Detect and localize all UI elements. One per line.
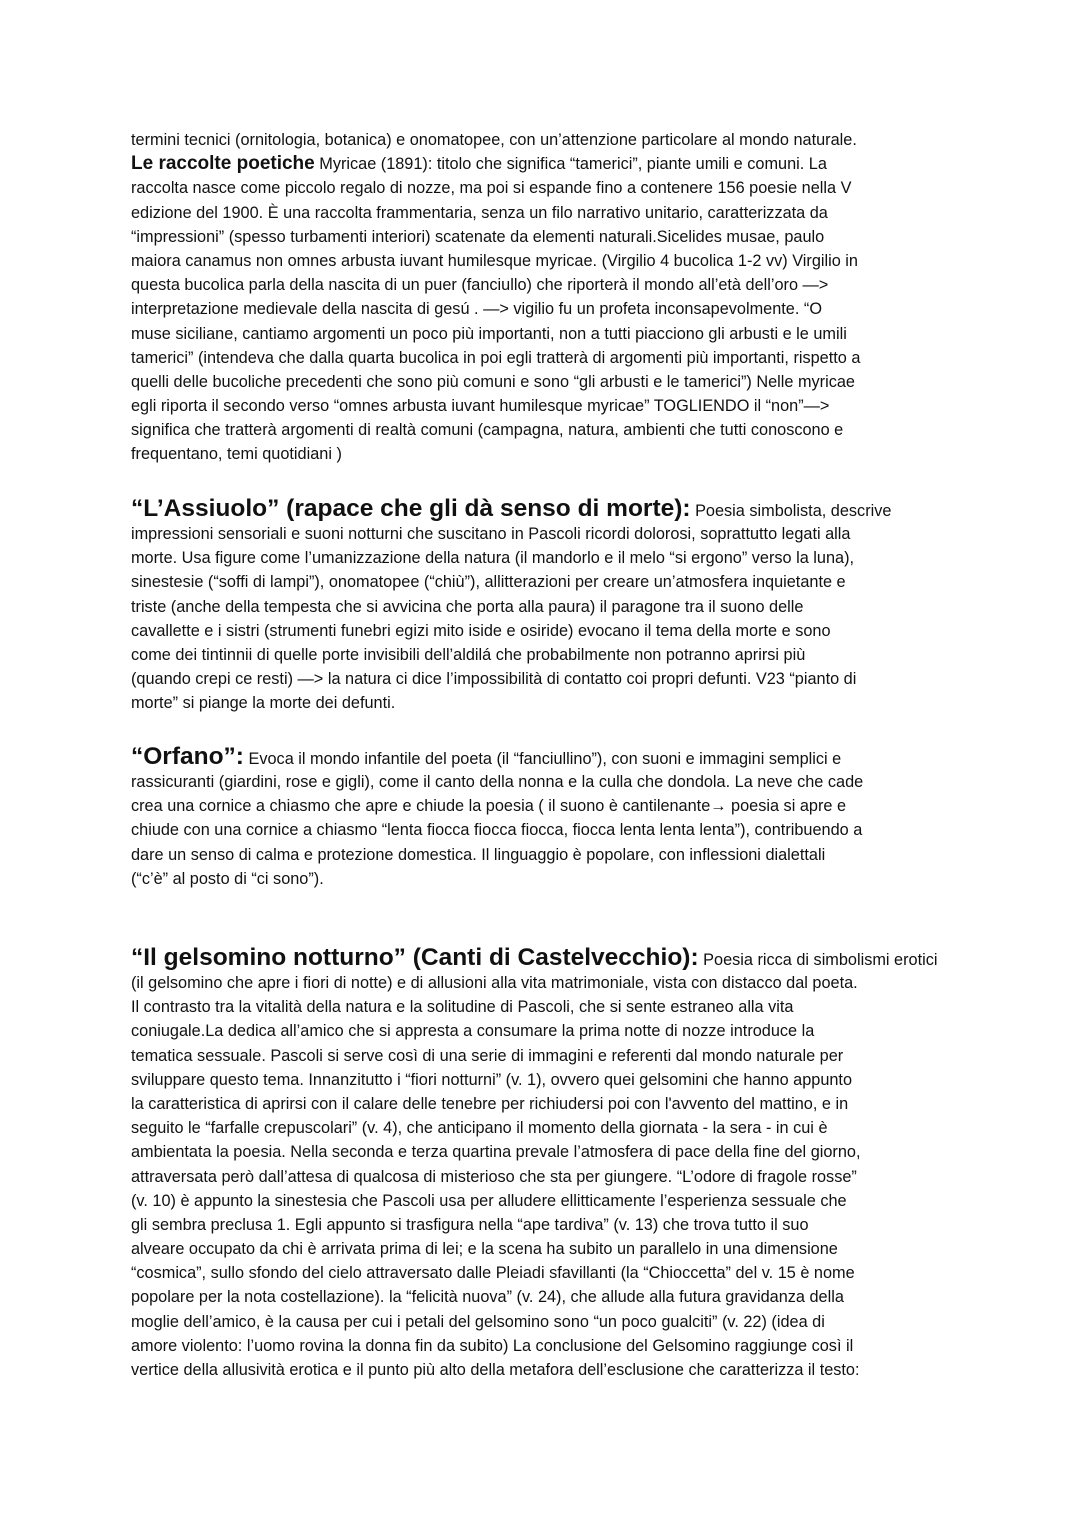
text-line: interpretazione medievale della nascita di gesú . —> vigilio fu un profeta inconsapevolmente. “O bbox=[131, 300, 822, 319]
paragraph-assiuolo bbox=[131, 496, 961, 716]
text-line: cavallette e i sistri (strumenti funebri egizi mito iside e osiride) evocano il tema della morte e sono bbox=[131, 621, 831, 640]
text-line: questa bucolica parla della nascita di un puer (fanciullo) che riporterà il mondo all’età dell’oro —> bbox=[131, 276, 829, 295]
section-heading: “L’Assiuolo” (rapace che gli dà senso di morte): bbox=[131, 495, 691, 522]
text-line: (il gelsomino che apre i fiori di notte) e di allusioni alla vita matrimoniale, vista con distacco dal poeta. bbox=[131, 974, 858, 992]
text-line: morte. Usa figure come l’umanizzazione della natura (il mandorlo e il melo “si ergono” verso la luna), bbox=[131, 549, 855, 568]
paragraph-myricae bbox=[131, 128, 961, 467]
text-line: frequentano, temi quotidiani ) bbox=[131, 445, 342, 464]
section-heading: “Orfano”: bbox=[131, 743, 244, 770]
heading-line bbox=[131, 945, 961, 971]
text-line: triste (anche della tempesta che si avvicina che porta alla paura) il paragone tra il suono delle bbox=[131, 597, 804, 616]
paragraph-gelsomino-notturno bbox=[131, 945, 961, 1382]
text-line: sinestesie (“soffi di lampi”), onomatopee (“chiù”), allitterazioni per creare un’atmosfera inquietante e bbox=[131, 573, 846, 592]
text-line: crea una cornice a chiasmo che apre e chiude la poesia ( il suono è cantilenante→ poesia si apre e bbox=[131, 797, 846, 816]
text-line: ambientata la poesia. Nella seconda e terza quartina prevale l’atmosfera di pace della fine del giorno, bbox=[131, 1143, 861, 1162]
text-line: edizione del 1900. È una raccolta frammentaria, senza un filo narrativo unitario, caratterizzata da bbox=[131, 203, 828, 222]
text-line: amore violento: l’uomo rovina la donna fin da subito) La conclusione del Gelsomino raggiunge così il bbox=[131, 1336, 854, 1355]
text-line: tematica sessuale. Pascoli si serve così di una serie di immagini e referenti dal mondo naturale per bbox=[131, 1046, 844, 1065]
text-line: impressioni sensoriali e suoni notturni che suscitano in Pascoli ricordi dolorosi, soprattutto legati alla bbox=[131, 525, 851, 543]
text-line: chiude con una cornice a chiasmo “lenta fiocca fiocca fiocca, fiocca lenta lenta lenta”), contribuendo a bbox=[131, 821, 863, 840]
text-line: muse siciliane, cantiamo argomenti un poco più importanti, non a tutti piacciono gli arbusti e le umili bbox=[131, 324, 847, 343]
text-line: coniugale.La dedica all’amico che si appresta a consumare la prima notte di nozze introduce la bbox=[131, 1022, 815, 1041]
text-line: (quando crepi ce resti) —> la natura ci dice l’impossibilità di contatto coi propri defunti. V23 “pianto di bbox=[131, 670, 857, 689]
text-line: alveare occupato da chi è arrivata prima di lei; e la scena ha subito un parallelo in una dimensione bbox=[131, 1240, 838, 1259]
heading-line bbox=[131, 496, 961, 522]
text-line: (v. 10) è appunto la sinestesia che Pascoli usa per alludere ellitticamente l’esperienza sessuale che bbox=[131, 1191, 847, 1210]
text-span: Poesia simbolista, descrive bbox=[690, 502, 892, 520]
text-line: maiora canamus non omnes arbusta iuvant humilesque myricae. (Virgilio 4 bucolica 1-2 vv) Virgilio in bbox=[131, 251, 858, 270]
text-span: Poesia ricca di simbolismi erotici bbox=[698, 951, 938, 969]
text-line: “impressioni” (spesso turbamenti interiori) scatenate da elementi naturali.Sicelides musae, paulo bbox=[131, 227, 825, 246]
text-line: morte” si piange la morte dei defunti. bbox=[131, 694, 396, 713]
text-line bbox=[131, 152, 961, 176]
text-line: rassicuranti (giardini, rose e gigli), come il canto della nonna e la culla che dondola. La neve che cade bbox=[131, 773, 864, 791]
text-line: “cosmica”, sullo sfondo del cielo attraversato dalle Pleiadi sfavillanti (la “Chioccetta” del v. 15 è nome bbox=[131, 1264, 855, 1283]
text-line: termini tecnici (ornitologia, botanica) e onomatopee, con un’attenzione particolare al mondo naturale. bbox=[131, 131, 857, 149]
text-line: popolare per la nota costellazione). la “felicità nuova” (v. 24), che allude alla futura gravidanza della bbox=[131, 1288, 844, 1307]
text-span: Evoca il mondo infantile del poeta (il “fanciullino”), con suoni e immagini semplici e bbox=[243, 750, 842, 768]
text-line: tamerici” (intendeva che dalla quarta bucolica in poi egli tratterà di argomenti più importanti, rispetto a bbox=[131, 348, 861, 367]
text-line: quelli delle bucoliche precedenti che sono più comuni e sono “gli arbusti e le tamerici”) Nelle myricae bbox=[131, 372, 855, 391]
text-line: come dei tintinnii di quelle porte invisibili dell’aldilá che probabilmente non potranno aprirsi più bbox=[131, 645, 806, 664]
text-line: raccolta nasce come piccolo regalo di nozze, ma poi si espande fino a contenere 156 poesie nella V bbox=[131, 179, 852, 198]
text-line: (“c’è” al posto di “ci sono”). bbox=[131, 869, 324, 888]
subheading-raccolte-poetiche: Le raccolte poetiche bbox=[131, 153, 315, 175]
text-line: sviluppare questo tema. Innanzitutto i “fiori notturni” (v. 1), ovvero quei gelsomini che hanno appunto bbox=[131, 1070, 853, 1089]
text-line: vertice della allusività erotica e il punto più alto della metafora dell’esclusione che caratterizza il testo: bbox=[131, 1361, 860, 1379]
section-heading: “Il gelsomino notturno” (Canti di Castelvecchio): bbox=[131, 944, 699, 971]
text-line: significa che tratterà argomenti di realtà comuni (campagna, natura, ambienti che tutti conoscono e bbox=[131, 421, 844, 440]
text-line: seguito le “farfalle crepuscolari” (v. 4), che anticipano il momento della giornata - la sera - in cui è bbox=[131, 1119, 828, 1138]
text-line: attraversata però dall’attesa di qualcosa di misterioso che sta per giungere. “L’odore di fragole rosse” bbox=[131, 1167, 857, 1186]
text-line: Il contrasto tra la vitalità della natura e la solitudine di Pascoli, che si sente estraneo alla vita bbox=[131, 998, 794, 1017]
text-line: egli riporta il secondo verso “omnes arbusta iuvant humilesque myricae” TOGLIENDO il “non”—> bbox=[131, 397, 830, 416]
text-line: la caratteristica di aprirsi con il calare delle tenebre per richiudersi poi con l'avvento del mattino, e in bbox=[131, 1094, 849, 1113]
text-span: Myricae (1891): titolo che significa “tamerici”, piante umili e comuni. La bbox=[314, 155, 827, 174]
paragraph-orfano bbox=[131, 744, 961, 891]
text-line: gli sembra preclusa 1. Egli appunto si trasfigura nella “ape tardiva” (v. 13) che trova tutto il suo bbox=[131, 1215, 809, 1234]
heading-line bbox=[131, 744, 961, 770]
text-line: dare un senso di calma e protezione domestica. Il linguaggio è popolare, con inflessioni dialettali bbox=[131, 845, 826, 864]
text-line: moglie dell’amico, è la causa per cui i petali del gelsomino sono “un poco gualciti” (v. 22) (idea di bbox=[131, 1312, 825, 1331]
